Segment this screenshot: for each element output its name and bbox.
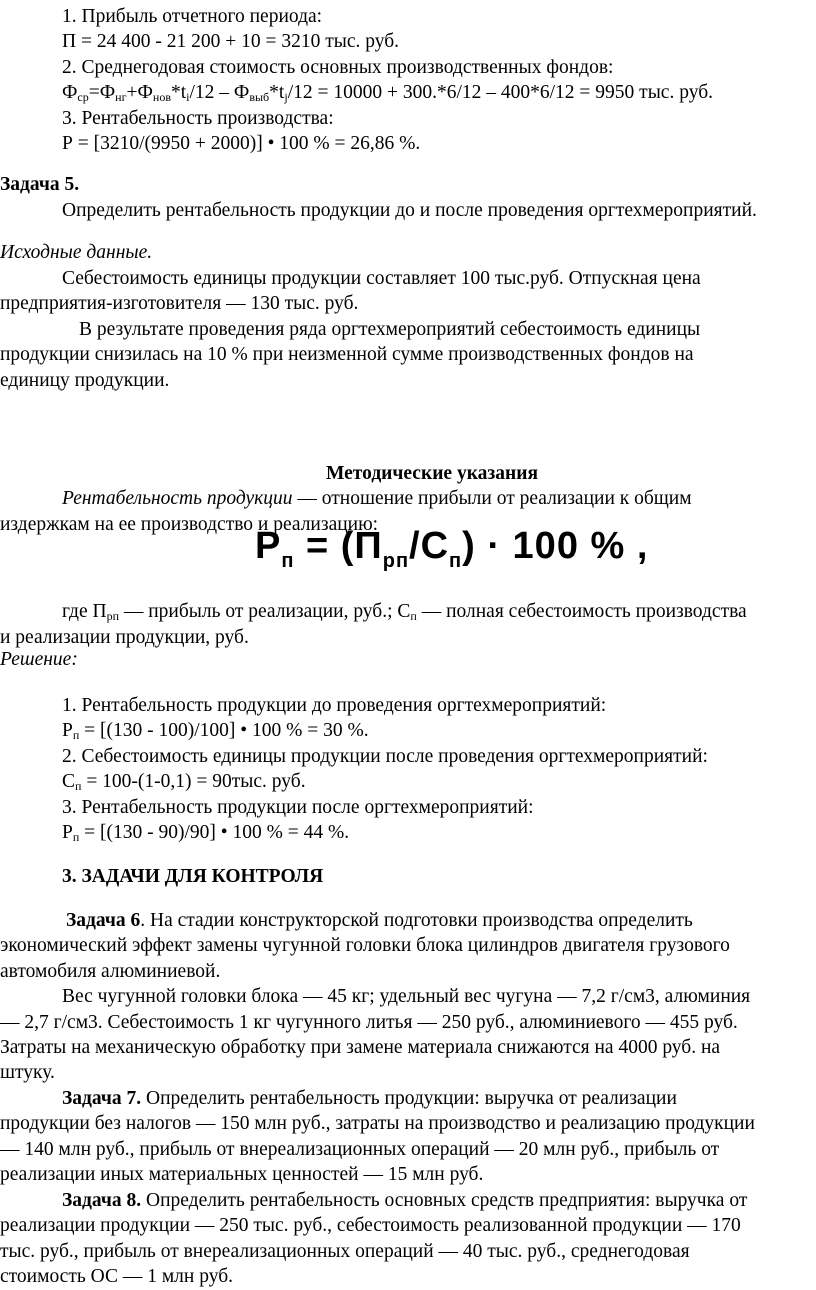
- solution-step-2: 2. Себестоимость единицы продукции после проведения оргтехмероприятий:: [62, 746, 708, 767]
- solution-formula-3: $Р_п = [(130 - 90)/90]$ • 100 % = 44 %.: [62, 822, 350, 844]
- method-heading: Методические указания: [326, 463, 539, 484]
- control-heading: 3. ЗАДАЧИ ДЛЯ КОНТРОЛЯ: [62, 866, 324, 887]
- task5-para2-line2: продукции снизилась на 10 % при неизменной сумме производственных фондов на: [0, 344, 694, 365]
- task8-line4: стоимость ОС — 1 млн руб.: [0, 1266, 233, 1287]
- profitability-formula: $Р_п = (П_{рп}/С_п) \cdot 100$ % ,: [255, 525, 649, 572]
- task6-line4: Вес чугунной головки блока — 45 кг; удельный вес чугуна — 7,2 г/см3, алюминия: [62, 986, 751, 1007]
- task6-line2: экономический эффект замены чугунной головки блока цилиндров двигателя грузового: [0, 935, 730, 956]
- prev-formula-return: Р = [3210/(9950 + 2000)] • 100 % = 26,86 %.: [62, 133, 421, 154]
- solution-step-3: 3. Рентабельность продукции после оргтехмероприятий:: [62, 797, 534, 818]
- solution-heading: Решение:: [0, 649, 78, 670]
- method-where-line1: где $П_{рп}$ — прибыль от реализации, руб.; $С_п$ — полная себестоимость производства: [62, 601, 747, 623]
- task7-line2: продукции без налогов — 150 млн руб., затраты на производство и реализацию продукции: [0, 1113, 755, 1134]
- task7-line1: Задача 7. Определить рентабельность продукции: выручка от реализации: [62, 1088, 677, 1109]
- task6-line6: Затраты на механическую обработку при замене материала снижаются на 4000 руб. на: [0, 1037, 721, 1058]
- task5-statement: Определить рентабельность продукции до и после проведения оргтехмероприятий.: [62, 200, 757, 221]
- solution-formula-1: $Р_п = [(130 - 100)/100]$ • 100 % = 30 %.: [62, 720, 369, 742]
- task5-input-heading: Исходные данные.: [0, 242, 153, 263]
- task8-line2: реализации продукции — 250 тыс. руб., себестоимость реализованной продукции — 170: [0, 1215, 741, 1236]
- method-definition-line1: Рентабельность продукции — отношение прибыли от реализации к общим: [62, 488, 692, 509]
- method-where-line2: и реализации продукции, руб.: [0, 627, 249, 648]
- prev-step-1: 1. Прибыль отчетного периода:: [62, 6, 323, 27]
- task7-line3: — 140 млн руб., прибыль от внереализационных операций — 20 млн руб., прибыль от: [0, 1139, 720, 1160]
- method-definition-line2: издержкам на ее производство и реализацию:: [0, 514, 379, 535]
- prev-step-2: 2. Среднегодовая стоимость основных производственных фондов:: [62, 57, 614, 78]
- task6-line5: — 2,7 г/см3. Себестоимость 1 кг чугунного литья — 250 руб., алюминиевого — 455 руб.: [0, 1012, 738, 1033]
- solution-step-1: 1. Рентабельность продукции до проведения оргтехмероприятий:: [62, 695, 607, 716]
- task6-line7: штуку.: [0, 1062, 55, 1083]
- task5-para1-line2: предприятия-изготовителя — 130 тыс. руб.: [0, 293, 359, 314]
- task8-line1: Задача 8. Определить рентабельность основных средств предприятия: выручка от: [62, 1190, 748, 1211]
- solution-formula-2: $С_п = 100-(1-0,1) = 90тыс$. руб.: [62, 771, 306, 793]
- task6-line1: Задача 6. На стадии конструкторской подготовки производства определить: [66, 910, 693, 931]
- task8-line3: тыс. руб., прибыль от внереализационных операций — 40 тыс. руб., среднегодовая: [0, 1241, 690, 1262]
- task5-para2-line1: В результате проведения ряда оргтехмероприятий себестоимость единицы: [79, 319, 701, 340]
- task5-title: Задача 5.: [0, 174, 80, 195]
- prev-step-3: 3. Рентабельность производства:: [62, 108, 334, 129]
- prev-formula-profit: П = 24 400 - 21 200 + 10 = 3210 тыс. руб.: [62, 31, 400, 52]
- task6-line3: автомобиля алюминиевой.: [0, 961, 221, 982]
- task7-line4: реализации иных материальных ценностей — 15 млн руб.: [0, 1164, 484, 1185]
- task5-para1-line1: Себестоимость единицы продукции составляет 100 тыс.руб. Отпускная цена: [62, 268, 701, 289]
- task5-para2-line3: единицу продукции.: [0, 370, 170, 391]
- prev-formula-funds: $Ф_{ср}=Ф_{нг}+Ф_{нов}*t_i/12 - Ф_{выб}*t_j/12 = 10000 + 300.*6/12 - 400*6/12 = 9950$ тыс. руб.: [62, 82, 713, 104]
